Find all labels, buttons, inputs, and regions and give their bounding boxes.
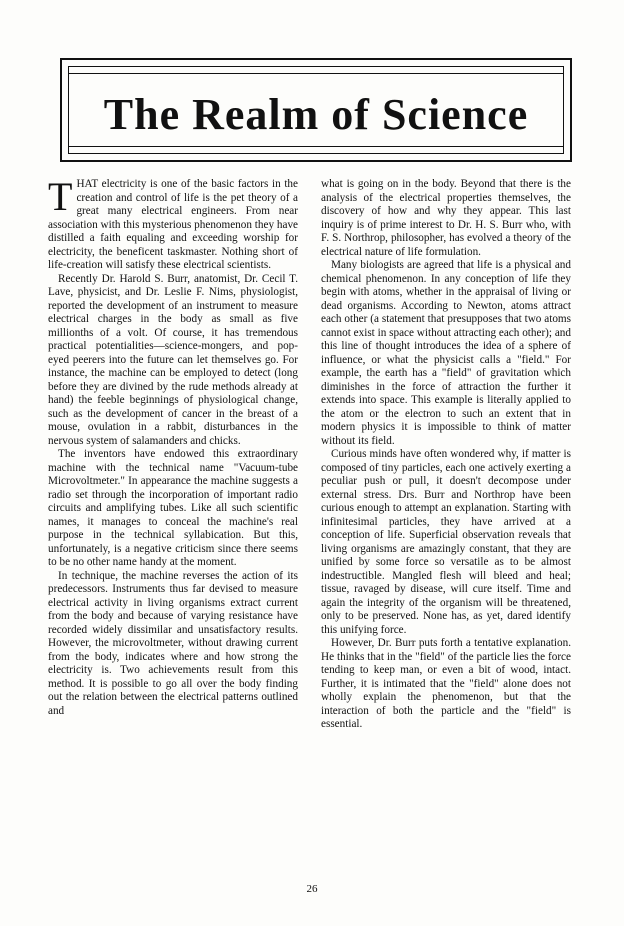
page-number: 26 <box>306 883 318 895</box>
paragraph: Recently Dr. Harold S. Burr, anatomist, Dr. Cecil T. Lave, physicist, and Dr. Leslie F. Nims, physiologist, reported the development of an instrument to measure electrical charges in the body as small as five millionths of a volt. Of course, it has tremendous practical potentialities—science-mongers, and pop-eyed peerers into the future can let themselves go. For instance, the machine can be employed to detect (long before they are divined by the rude methods already at hand) the feeble beginnings of physiological change, such as the development of cancer in the breast of a mouse, ovulation in a rabbit, disturbances in the nervous system of salamanders and chicks. <box>48 272 298 447</box>
paragraph: Curious minds have often wondered why, if matter is composed of tiny particles, each one actively exerting a peculiar push or pull, it doesn't decompose under external stress. Drs. Burr and Northrop have been curious enough to attempt an explanation. Starting with infinitesimal particles, they have arrived at a conception of life. Superficial observation reveals that living organisms are amazingly constant, that they are unified by some force so versatile as to be almost indestructible. Mangled flesh will bleed and heal; tissue, ravaged by disease, will cure itself. Time and again the integrity of the organism will be threatened, only to be preserved. None has, as yet, dared identify this unifying force. <box>321 448 571 636</box>
paragraph: The inventors have endowed this extraordinary machine with the technical name "Vacuum-tube Microvoltmeter." In appearance the machine suggests a radio set through the incorporation of important radio circuits and amplifying tubes. Like all such scientific names, it manages to conceal the machine's real purpose in the technical syllabication. But this, unfortunately, is a negative criticism since there seems to be no other name handy at the moment. <box>48 448 298 568</box>
banner-top-rule <box>69 73 563 74</box>
paragraph: what is going on in the body. Beyond that there is the analysis of the electrical properties themselves, the discovery of how and why they appear. This last inquiry is of prime interest to Dr. H. S. Burr who, with F. S. Northrop, philosopher, has evolved a theory of the electrical nature of life formulation. <box>321 178 571 258</box>
banner-bottom-rule <box>69 146 563 147</box>
paragraph: However, Dr. Burr puts forth a tentative explanation. He thinks that in the "field" of the particle lies the force tending to keep man, or even a bit of wood, intact. Further, it is intimated that the "field" alone does not wholly explain the phenomenon, but that the interaction of both the particle and the "field" is essential. <box>321 637 571 730</box>
paragraph: In technique, the machine reverses the action of its predecessors. Instruments thus far devised to measure electrical activity in living organisms extract current from the body and because of varying resistance have recorded widely dissimilar and unsatisfactory results. However, the microvoltmeter, without drawing current from the body, indicates where and how strong the electricity is. Two achievements result from this method. It is possible to go all over the body finding out the relation between the electrical patterns outlined and <box>48 569 298 717</box>
article-column-left <box>48 174 298 718</box>
title-banner-frame <box>60 58 572 162</box>
paragraph: Many biologists are agreed that life is a physical and chemical phenomenon. In any conception of life they begin with atoms, whether in the appraisal of living or dead organisms. According to Newton, atoms attract each other (a statement that presupposes that two atoms cannot exist in space without attracting each other); and this line of thought introduces the idea of a sphere of influence, or what the physicist calls a "field." For example, the earth has a "field" of gravitation which diminishes in the force of attraction the further it extends into space. This example is literally applied to the atom or the electron to such an extent that in modern physics it is impossible to think of matter without its field. <box>321 259 571 447</box>
paragraph-text: HAT electricity is one of the basic factors in the creation and control of life is the pet theory of a great many electrical engineers. From near association with this mysterious phenomenon they have distilled a faith equaling and exceeding worship for electricity, the beneficent taskmaster. Nothing short of life-creation will satisfy these electrical scientists. <box>48 178 298 271</box>
article-column-right <box>321 178 571 732</box>
paragraph <box>48 174 298 273</box>
page-title: The Realm of Science <box>103 90 529 139</box>
title-banner-inner-border <box>68 66 564 154</box>
drop-cap: T <box>48 174 73 219</box>
